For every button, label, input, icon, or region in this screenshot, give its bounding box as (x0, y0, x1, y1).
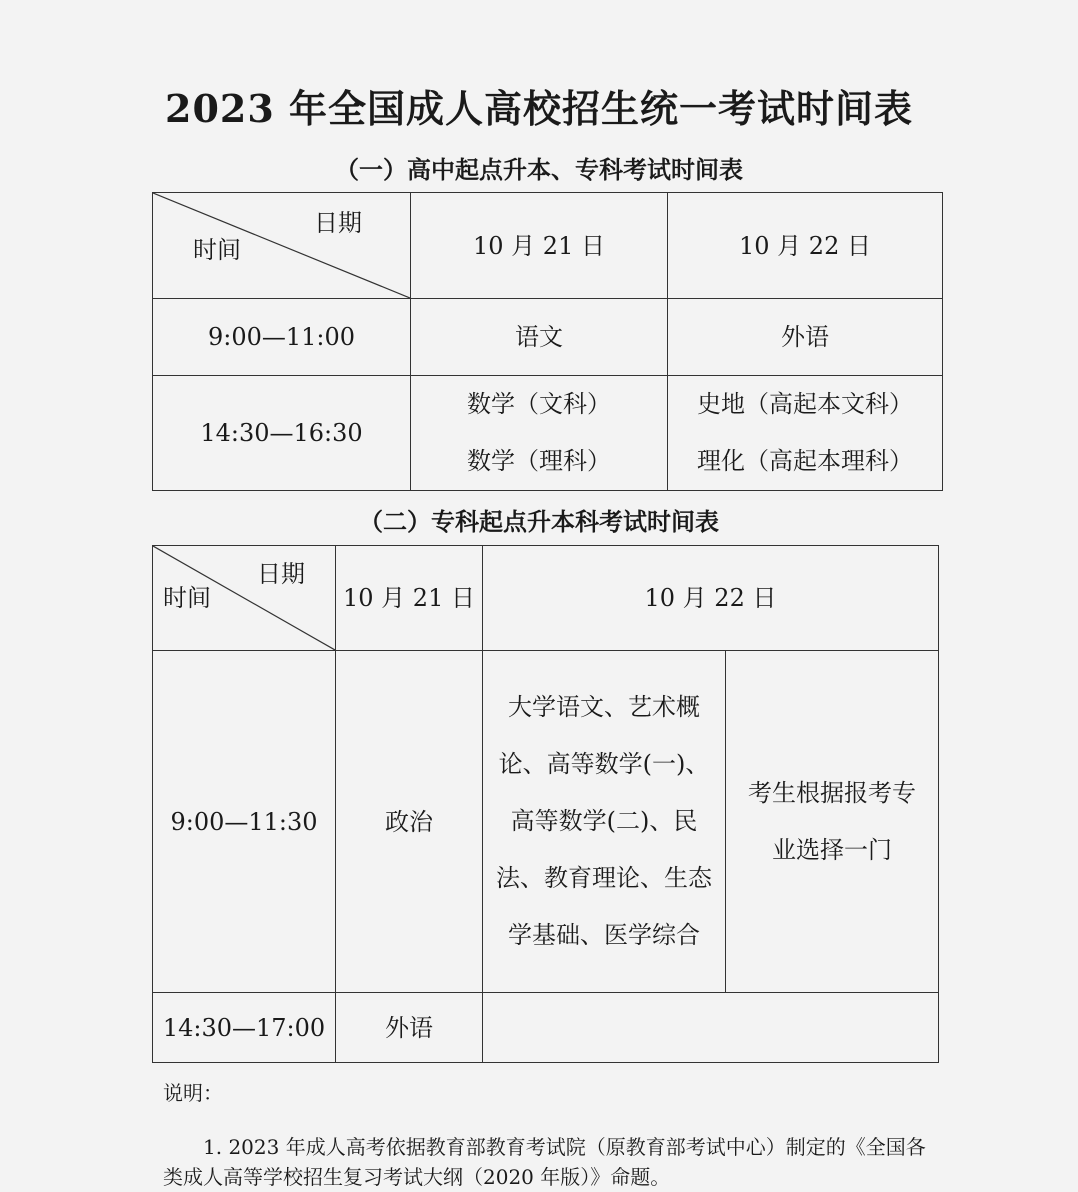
subject-cell (668, 376, 943, 491)
time-cell: 14:30—17:00 (153, 993, 336, 1063)
date-header-label: 日期 (257, 560, 305, 588)
header-corner-cell (153, 193, 411, 299)
empty-cell (483, 993, 939, 1063)
subject-line: 数学（文科） (467, 390, 611, 418)
header-corner-cell (153, 546, 336, 651)
subject-line: 理化（高起本理科） (697, 447, 913, 475)
subject-cell: 外语 (668, 299, 943, 376)
notes (163, 1077, 933, 1192)
date-header: 10 月 22 日 (668, 193, 943, 299)
subject-cell: 外语 (336, 993, 483, 1063)
subject-line: 大学语文、艺术概 (508, 693, 700, 721)
time-cell: 9:00—11:00 (153, 299, 411, 376)
note-item: 1. 2023 年成人高考依据教育部教育考试院（原教育部考试中心）制定的《全国各类成人高等学校招生复习考试大纲（2020 年版）》命题。 (163, 1135, 926, 1189)
schedule-table-1 (152, 192, 943, 491)
subject-cell (411, 376, 668, 491)
choice-line: 业选择一门 (772, 835, 892, 864)
subject-list-cell (483, 651, 726, 993)
date-header: 10 月 21 日 (336, 546, 483, 651)
diagonal-line (153, 193, 410, 298)
date-header: 10 月 22 日 (483, 546, 939, 651)
subject-cell: 语文 (411, 299, 668, 376)
subject-line: 史地（高起本文科） (697, 390, 913, 418)
time-header-label: 时间 (193, 236, 241, 264)
notes-heading: 说明： (163, 1081, 223, 1105)
date-header-label: 日期 (314, 209, 362, 237)
subject-line: 论、高等数学(一)、 (498, 750, 710, 778)
subject-line: 法、教育理论、生态 (496, 864, 712, 892)
time-cell: 14:30—16:30 (153, 376, 411, 491)
schedule-table-2 (152, 545, 939, 1063)
subject-line: 学基础、医学综合 (508, 921, 700, 949)
time-header-label: 时间 (163, 584, 211, 612)
subject-cell: 政治 (336, 651, 483, 993)
section2-subtitle: （二）专科起点升本科考试时间表 (359, 507, 719, 536)
section1-subtitle: （一）高中起点升本、专科考试时间表 (335, 155, 743, 184)
time-cell: 9:00—11:30 (153, 651, 336, 993)
subject-line: 高等数学(二)、民 (510, 807, 698, 835)
page-title: 2023 年全国成人高校招生统一考试时间表 (165, 86, 913, 131)
choice-line: 考生根据报考专 (748, 778, 916, 807)
date-header: 10 月 21 日 (411, 193, 668, 299)
choice-note-cell (726, 651, 939, 993)
subject-line: 数学（理科） (467, 447, 611, 475)
